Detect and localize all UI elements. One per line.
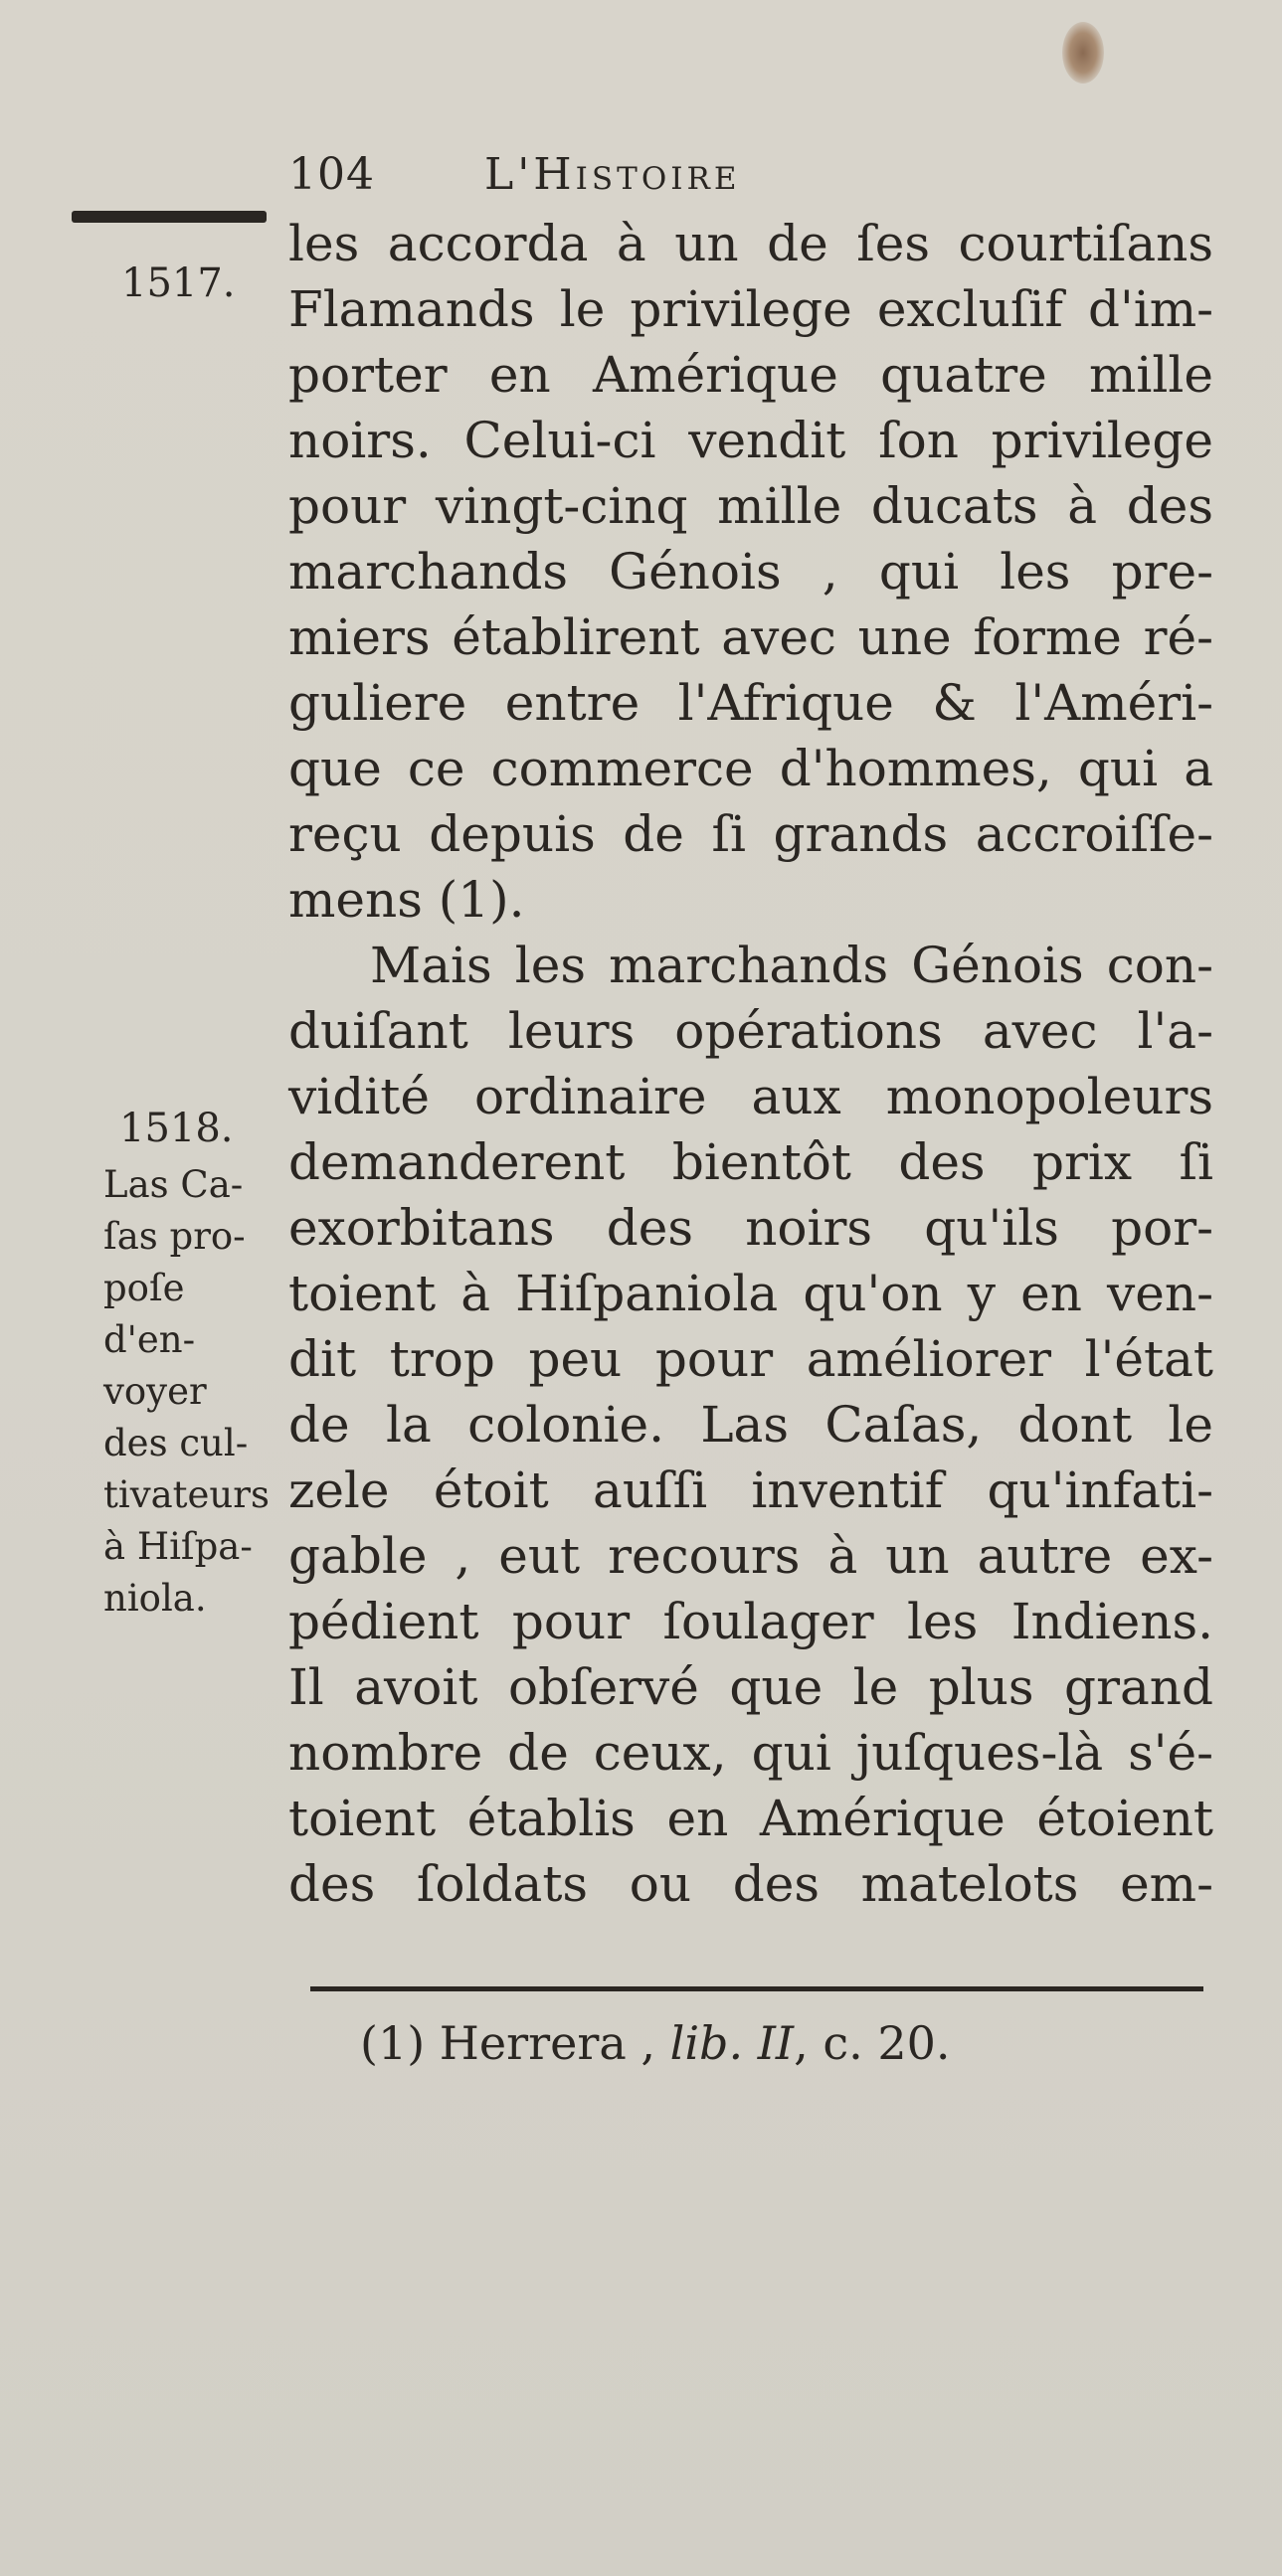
sidenote-line: niola. [103, 1577, 207, 1620]
sidenote-line: voyer [103, 1370, 207, 1413]
sidenote-line: à Hiſpa- [103, 1525, 253, 1568]
text-line: porter en Amérique quatre mille [288, 346, 1213, 404]
text-line: Il avoit obſervé que le plus grand [288, 1658, 1213, 1716]
text-line: que ce commerce d'hommes, qui a [288, 740, 1213, 797]
margin-sidenote [103, 1159, 302, 1625]
sidenote-line: poſe [103, 1267, 185, 1309]
sidenote-line: d'en- [103, 1318, 196, 1361]
margin-year-1517: 1517. [121, 260, 236, 306]
text-line: mens (1). [288, 871, 525, 929]
text-line: marchands Génois , qui les pre- [288, 543, 1213, 601]
paper-stain [1062, 22, 1104, 84]
sidenote-line: Las Ca- [103, 1163, 244, 1206]
text-line: les accorda à un de ſes courtiſans [288, 215, 1213, 272]
footnote-author: Herrera , [439, 2016, 655, 2070]
paragraph-2 [288, 933, 1213, 1917]
sidenote-line: tivateurs [103, 1473, 270, 1516]
page-number: 104 [288, 149, 375, 200]
text-line: de la colonie. Las Caſas, dont le [288, 1396, 1213, 1454]
footnote-marker: (1) [360, 2016, 426, 2070]
text-line: toient établis en Amérique étoient [288, 1790, 1213, 1847]
text-line: demanderent bientôt des prix ſi [288, 1133, 1213, 1191]
text-line: exorbitans des noirs qu'ils por- [288, 1199, 1213, 1257]
footnote-chapter: , c. 20. [794, 2016, 951, 2070]
text-line: miers établirent avec une forme ré- [288, 608, 1213, 666]
text-line: guliere entre l'Afrique & l'Améri- [288, 674, 1213, 732]
text-line: Mais les marchands Génois con- [370, 937, 1213, 994]
text-line: Flamands le privilege excluſif d'im- [288, 280, 1213, 338]
text-line: toient à Hiſpaniola qu'on y en ven- [288, 1265, 1213, 1322]
header-rule [72, 211, 267, 223]
text-line: des ſoldats ou des matelots em- [288, 1855, 1213, 1913]
sidenote-line: des cul- [103, 1422, 249, 1464]
page-header [288, 149, 740, 200]
margin-year-1518: 1518. [119, 1106, 234, 1151]
text-line: reçu depuis de ſi grands accroiſſe- [288, 805, 1213, 863]
text-line: vidité ordinaire aux monopoleurs [288, 1068, 1213, 1125]
footnote-reference: lib. II [669, 2016, 795, 2070]
footnote [360, 2016, 951, 2070]
text-line: zele étoit auſſi inventif qu'infati- [288, 1461, 1213, 1519]
text-line: dit trop peu pour améliorer l'état [288, 1330, 1213, 1388]
text-line: pédient pour ſoulager les Indiens. [288, 1593, 1213, 1650]
footnote-rule [310, 1986, 1203, 1991]
text-line: gable , eut recours à un autre ex- [288, 1527, 1213, 1585]
paragraph-1 [288, 211, 1213, 933]
running-title: L'Histoire [483, 149, 741, 200]
text-line: pour vingt-cinq mille ducats à des [288, 477, 1213, 535]
body-text [288, 211, 1213, 1917]
text-line: nombre de ceux, qui juſques-là s'é- [288, 1724, 1213, 1782]
sidenote-line: ſas pro- [103, 1215, 246, 1258]
text-line: duiſant leurs opérations avec l'a- [288, 1002, 1213, 1060]
text-line: noirs. Celui-ci vendit ſon privilege [288, 412, 1213, 469]
